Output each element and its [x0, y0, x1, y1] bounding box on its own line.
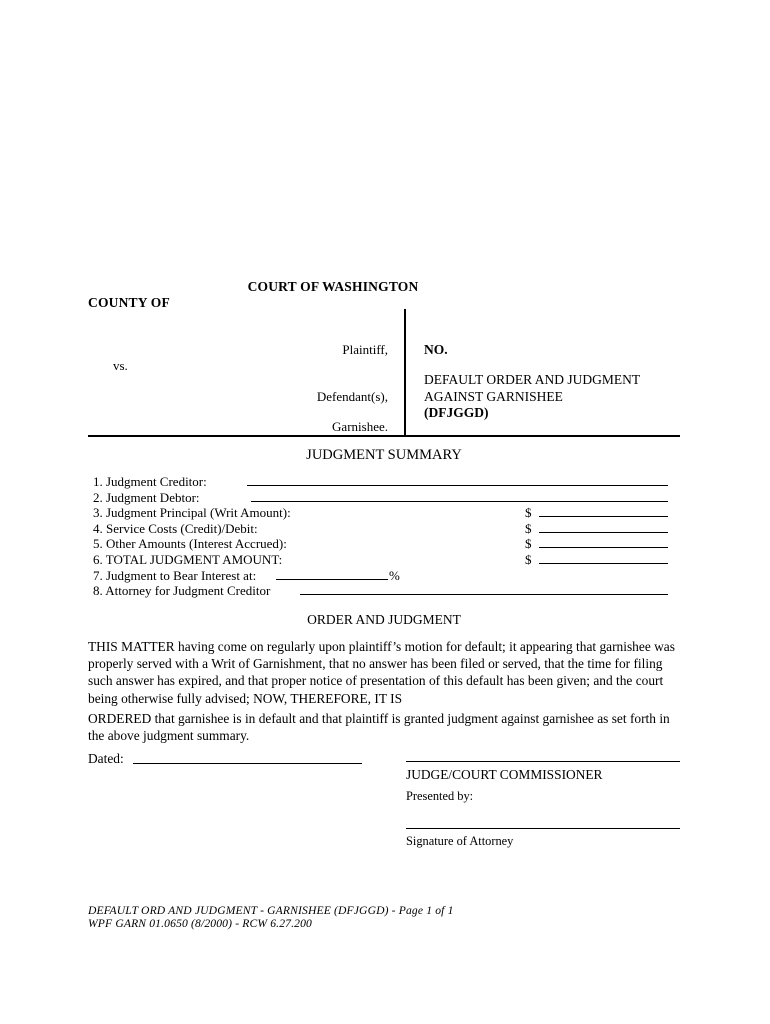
- county-of-label: COUNTY OF: [88, 295, 170, 310]
- case-document-code: (DFJGGD): [424, 405, 489, 420]
- summary-row: [93, 505, 683, 521]
- summary-row-label: 3. Judgment Principal (Writ Amount):: [93, 505, 291, 521]
- summary-row: [93, 583, 683, 599]
- summary-amount-input-line[interactable]: [539, 536, 668, 548]
- order-paragraph-1: THIS MATTER having come on regularly upon plaintiff’s motion for default; it appearing that garnishee was properly served with a Writ of Garnishment, that no answer has been filed or served, that the time for filing such answer has expired, and that proper notice of presentation of this default has been given; and the court being otherwise fully advised; NOW, THEREFORE, IT IS: [88, 639, 675, 706]
- summary-row-label: 8. Attorney for Judgment Creditor: [93, 583, 271, 599]
- summary-row-input-line[interactable]: [251, 490, 668, 502]
- summary-row-label: 1. Judgment Creditor:: [93, 474, 207, 489]
- summary-row-input-line[interactable]: [247, 474, 668, 486]
- caption-horizontal-rule: [88, 435, 680, 437]
- summary-row: [93, 490, 683, 506]
- summary-row: [93, 568, 683, 584]
- summary-row-input-line[interactable]: [300, 583, 668, 595]
- footer-line-2: WPF GARN 01.0650 (8/2000) - RCW 6.27.200: [88, 917, 312, 931]
- summary-amount-input-line[interactable]: [539, 552, 668, 564]
- plaintiff-label: Plaintiff,: [342, 342, 388, 357]
- summary-row-label: 2. Judgment Debtor:: [93, 489, 200, 505]
- versus-label: vs.: [113, 358, 128, 373]
- summary-row-label: 4. Service Costs (Credit)/Debit:: [93, 520, 258, 536]
- order-and-judgment-heading: ORDER AND JUDGMENT: [307, 612, 461, 627]
- summary-row: [93, 536, 683, 552]
- court-title: COURT OF WASHINGTON: [247, 279, 419, 294]
- currency-symbol: $: [525, 551, 532, 567]
- percent-symbol: %: [389, 567, 400, 583]
- currency-symbol: $: [525, 520, 532, 536]
- attorney-signature-label: Signature of Attorney: [406, 834, 514, 848]
- judge-signature-label: JUDGE/COURT COMMISSIONER: [406, 767, 603, 782]
- case-document-title: DEFAULT ORDER AND JUDGMENT AGAINST GARNISHEE: [424, 372, 640, 404]
- caption-header: [88, 279, 680, 325]
- summary-interest-rate-input-line[interactable]: [276, 568, 388, 580]
- summary-amount-input-line[interactable]: [539, 521, 668, 533]
- summary-row-label: 7. Judgment to Bear Interest at:: [93, 567, 257, 583]
- dated-input-line[interactable]: [133, 751, 362, 764]
- attorney-signature-line[interactable]: [406, 818, 680, 829]
- summary-row: [93, 521, 683, 537]
- currency-symbol: $: [525, 536, 532, 552]
- judgment-summary-heading: JUDGMENT SUMMARY: [306, 447, 462, 463]
- summary-row-label: 5. Other Amounts (Interest Accrued):: [93, 536, 287, 552]
- judgment-summary-list: [93, 474, 683, 599]
- summary-amount-input-line[interactable]: [539, 505, 668, 517]
- order-paragraph-2: ORDERED that garnishee is in default and that plaintiff is granted judgment against garnishee as set forth in the above judgment summary.: [88, 711, 670, 744]
- footer-line-1: DEFAULT ORD AND JUDGMENT - GARNISHEE (DFJGGD) - Page 1 of 1: [88, 904, 454, 917]
- caption-vertical-divider: [404, 309, 406, 437]
- judge-signature-line[interactable]: [406, 751, 680, 762]
- summary-row-label: 6. TOTAL JUDGMENT AMOUNT:: [93, 551, 283, 567]
- summary-row: [93, 474, 683, 490]
- document-footer: [88, 904, 454, 931]
- presented-by-label: Presented by:: [406, 789, 474, 803]
- dated-label: Dated:: [88, 751, 124, 766]
- defendant-label: Defendant(s),: [316, 389, 388, 404]
- garnishee-label: Garnishee.: [332, 419, 388, 434]
- summary-row: [93, 552, 683, 568]
- case-number-label: NO.: [424, 342, 448, 357]
- currency-symbol: $: [525, 505, 532, 521]
